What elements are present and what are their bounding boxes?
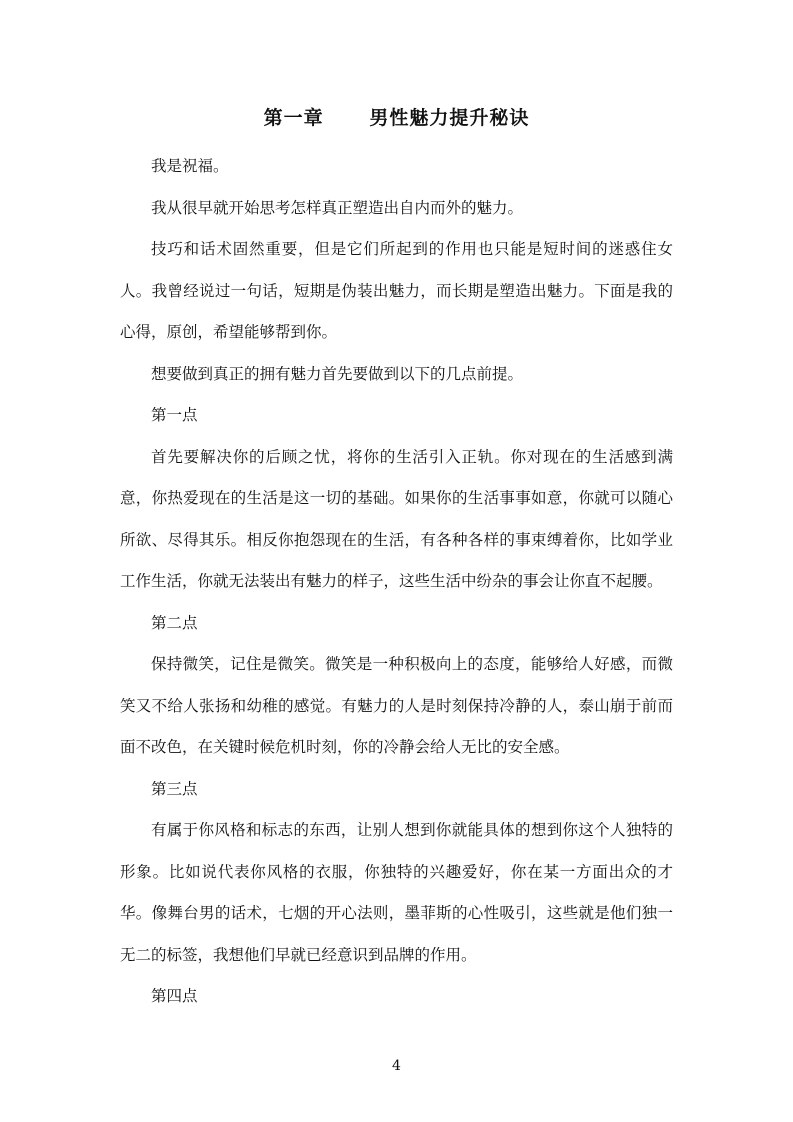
page-number: 4	[392, 1058, 401, 1074]
paragraph-point-1: 首先要解决你的后顾之忧，将你的生活引入正轨。你对现在的生活感到满意，你热爱现在的生活是这一切的基础。如果你的生活事事如意，你就可以随心所欲、尽得其乐。相反你抱怨现在的生活，有各种各样的事束缚着你，比如学业工作生活，你就无法装出有魅力的样子，这些生活中纷杂的事会让你直不起腰。	[120, 447, 673, 590]
paragraph-intro: 我是祝福。	[151, 157, 229, 175]
paragraph-premise: 想要做到真正的拥有魅力首先要做到以下的几点前提。	[151, 364, 524, 383]
section-heading-point-3: 第三点	[151, 779, 198, 798]
paragraph-thinking: 我从很早就开始思考怎样真正塑造出自内而外的魅力。	[151, 198, 524, 217]
body-text	[120, 146, 673, 1018]
section-heading-point-2: 第二点	[151, 613, 198, 632]
section-heading-point-1: 第一点	[151, 406, 198, 424]
chapter-title: 第一章 男性魅力提升秘诀	[263, 107, 530, 129]
paragraph-point-2: 保持微笑，记住是微笑。微笑是一种积极向上的态度，能够给人好感，而微笑又不给人张扬和幼稚的感觉。有魅力的人是时刻保持冷静的人，泰山崩于前而面不改色，在关键时候危机时刻，你的冷静会给人无比的安全感。	[120, 655, 673, 756]
section-heading-point-4: 第四点	[151, 987, 198, 1005]
paragraph-point-3: 有属于你风格和标志的东西，让别人想到你就能具体的想到你这个人独特的形象。比如说代表你风格的衣服，你独特的兴趣爱好，你在某一方面出众的才华。像舞台男的话术，七烟的开心法则，墨菲斯的心性吸引，这些就是他们独一无二的标签，我想他们早就已经意识到品牌的作用。	[120, 821, 673, 964]
paragraph-skills: 技巧和话术固然重要，但是它们所起到的作用也只能是短时间的迷惑住女人。我曾经说过一句话，短期是伪装出魅力，而长期是塑造出魅力。下面是我的心得，原创，希望能够帮到你。	[120, 240, 673, 341]
